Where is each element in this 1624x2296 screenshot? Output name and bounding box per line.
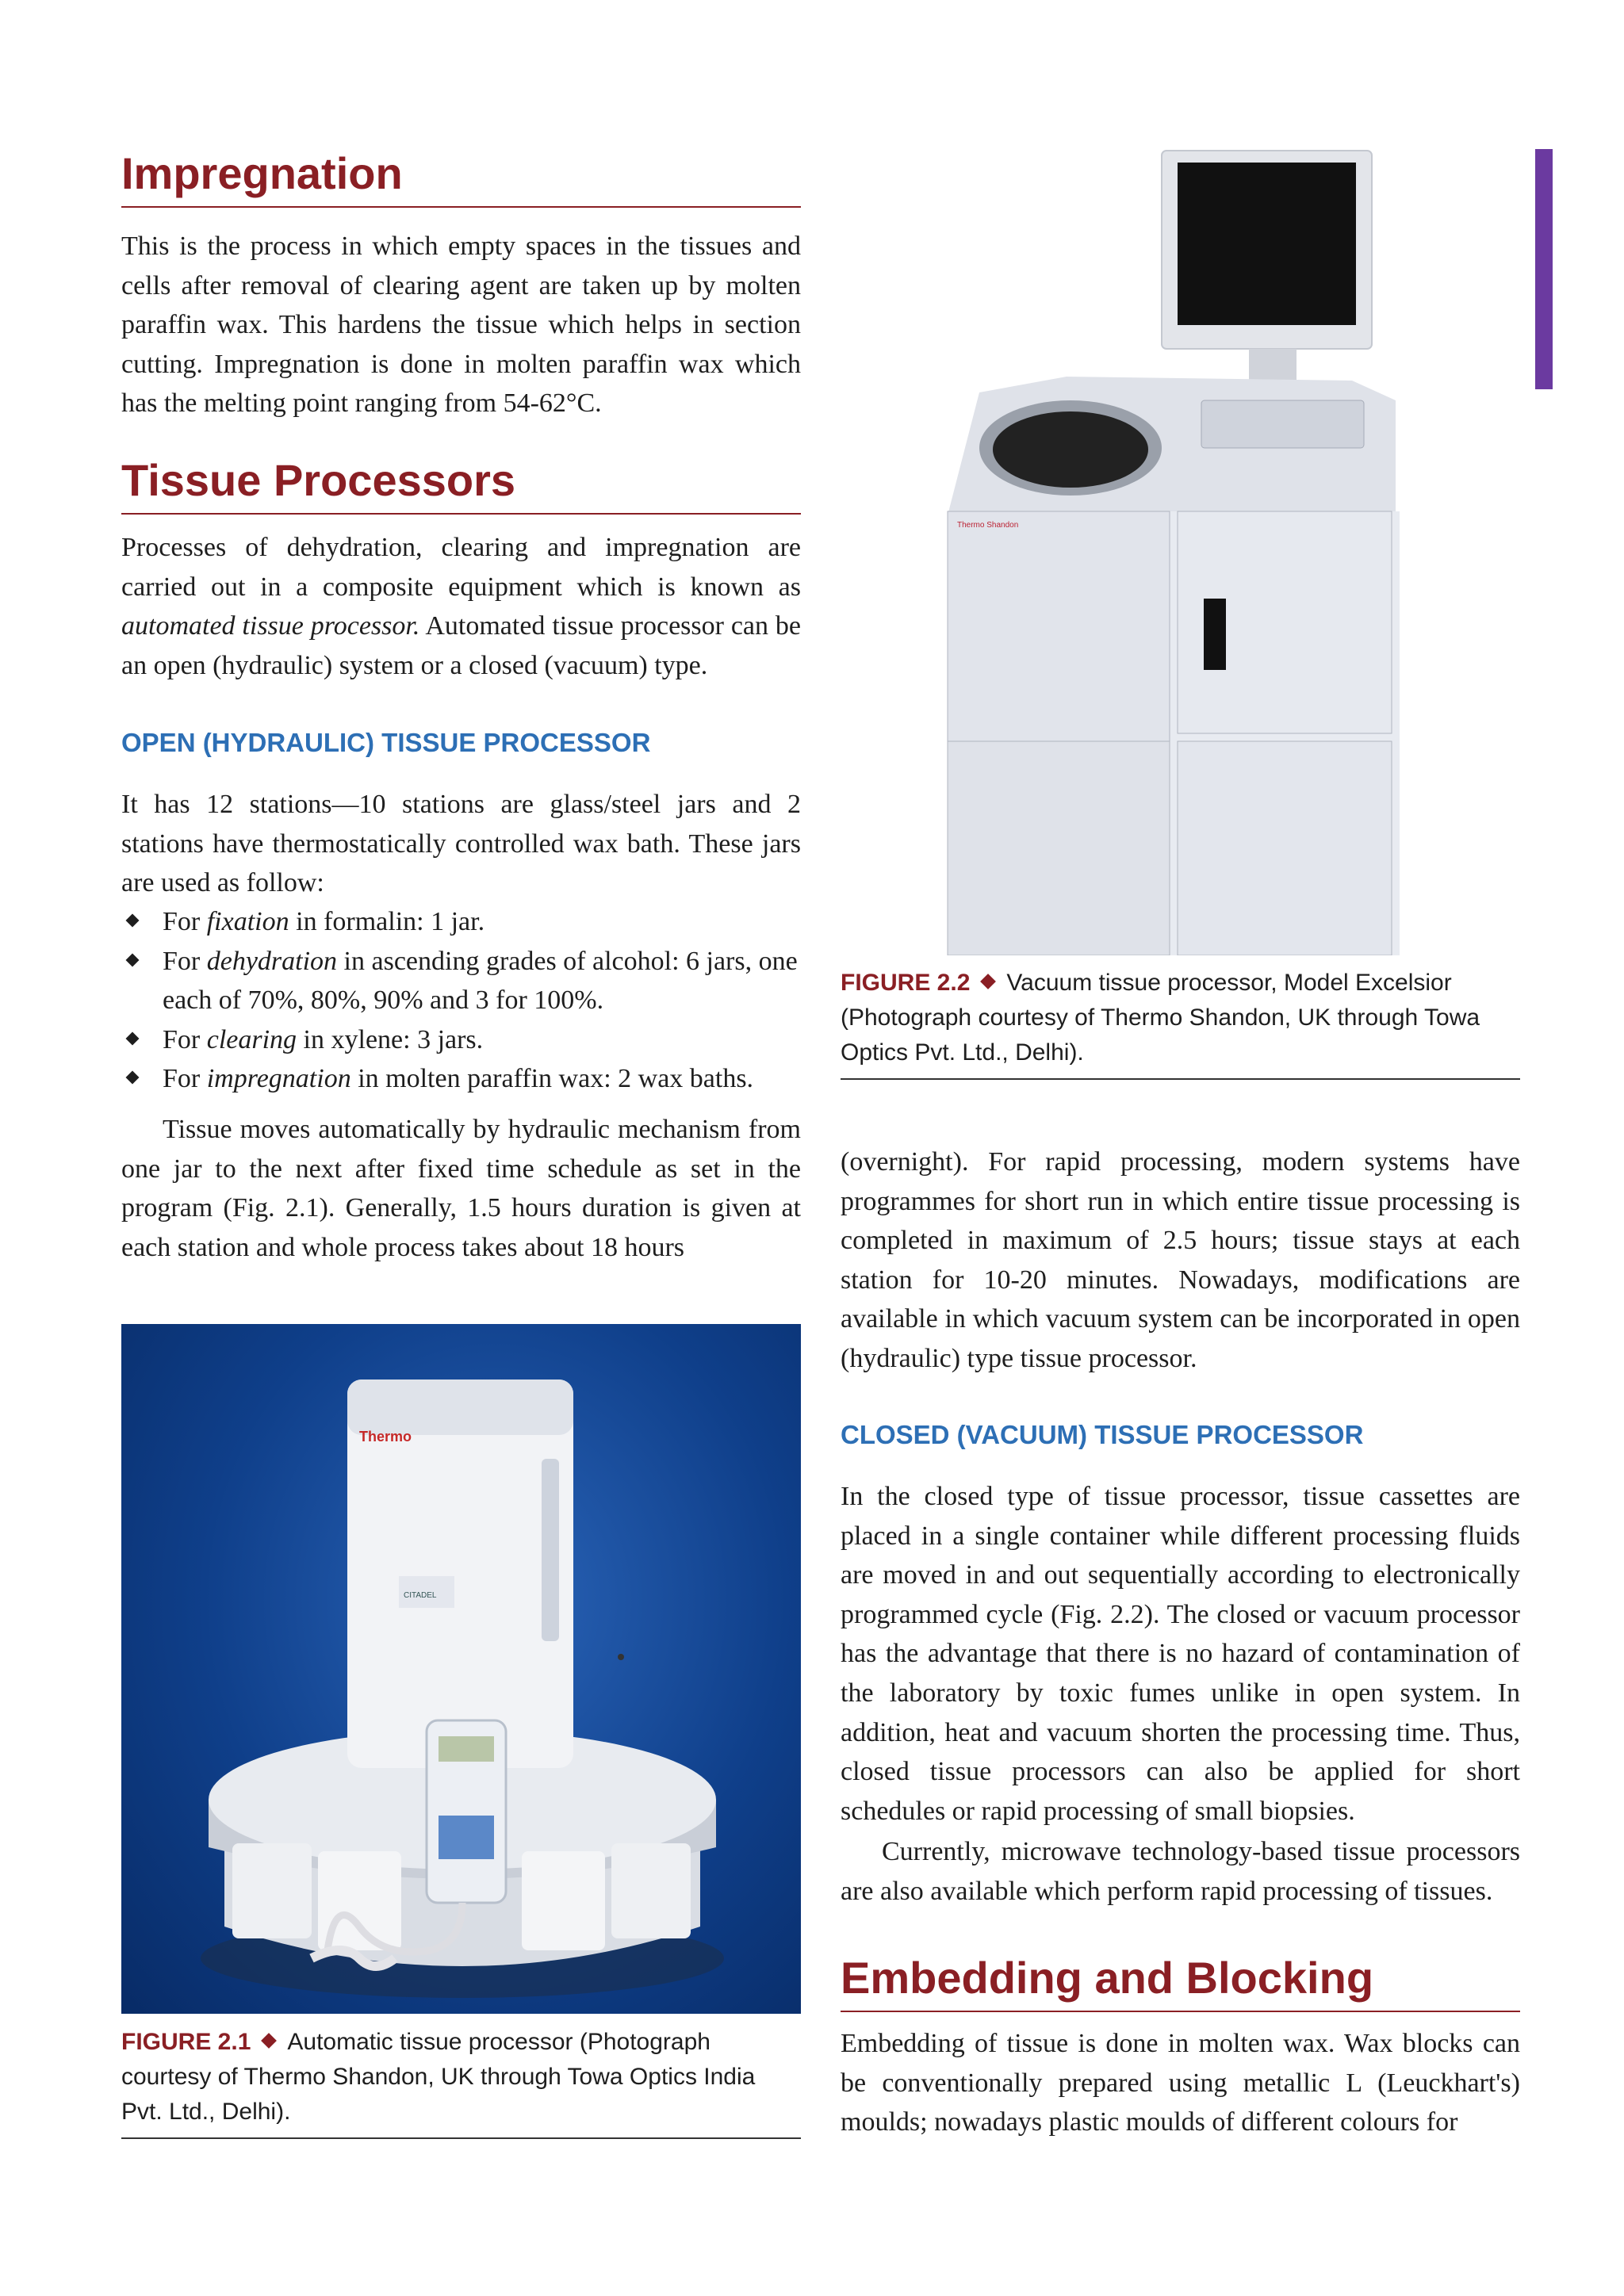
heading-embedding: Embedding and Blocking bbox=[841, 1952, 1520, 2012]
hydraulic-mechanism-paragraph: Tissue moves automatically by hydraulic mechanism from one jar to the next after fixed time schedule as set in the program (Fig. 2.1). Generally, 1.5 hours duration is given at each station and whole process takes about 18 hours bbox=[121, 1115, 801, 1262]
list-item: For fixation in formalin: 1 jar. bbox=[121, 902, 801, 942]
tp-text-2: Automated tissue processor can be an open (hydraulic) system or a closed (vacuum) type. bbox=[121, 611, 801, 680]
bullet-diamond-icon bbox=[126, 953, 140, 966]
figure-2-2-caption bbox=[841, 966, 1520, 1080]
embedding-paragraph: Embedding of tissue is done in molten wax. Wax blocks can be conventionally prepared using metallic L (Leuckhart's) moulds; nowadays plastic moulds of different colours for bbox=[841, 2029, 1520, 2137]
heading-closed-processor: CLOSED (VACUUM) TISSUE PROCESSOR bbox=[841, 1420, 1364, 1449]
diamond-icon bbox=[980, 974, 996, 989]
tissue-processors-paragraph bbox=[121, 528, 801, 685]
bullet-diamond-icon bbox=[126, 914, 140, 928]
diamond-icon bbox=[261, 2033, 277, 2049]
figure-2-1-caption-text: Automatic tissue processor (Photograph courtesy of Thermo Shandon, UK through Towa Optics India Pvt. Ltd., Delhi). bbox=[121, 2029, 756, 2125]
model-label: CITADEL bbox=[404, 1591, 437, 1600]
section-tab-marker bbox=[1535, 149, 1553, 389]
bullet-diamond-icon bbox=[126, 1071, 140, 1085]
open-processor-intro: It has 12 stations—10 stations are glass/steel jars and 2 stations have thermostatically controlled wax bath. These jars are used as follow: bbox=[121, 790, 801, 898]
heading-tissue-processors: Tissue Processors bbox=[121, 454, 801, 515]
figure-2-2-caption-text: Vacuum tissue processor, Model Excelsior (Photograph courtesy of Thermo Shandon, UK through Towa Optics Pvt. Ltd., Delhi). bbox=[841, 970, 1480, 1066]
bullet-diamond-icon bbox=[126, 1031, 140, 1045]
closed-processor-paragraph: In the closed type of tissue processor, tissue cassettes are placed in a single container while different processing fluids are moved in and out sequentially according to electronically programmed cycle (Fig. 2.2). The closed or vacuum processor has the advantage that there is no hazard of contamination of the laboratory by toxic fumes unlike in open system. In addition, heat and vacuum shorten the processing time. Thus, closed tissue processors can also be applied for short schedules or rapid processing of small biopsies. bbox=[841, 1482, 1520, 1826]
brand-label-2: Thermo Shandon bbox=[957, 521, 1019, 530]
figure-2-1-label: FIGURE 2.1 bbox=[121, 2029, 251, 2055]
heading-open-processor: OPEN (HYDRAULIC) TISSUE PROCESSOR bbox=[121, 728, 651, 757]
list-item: For clearing in xylene: 3 jars. bbox=[121, 1020, 801, 1060]
vacuum-tissue-processor-illustration bbox=[940, 139, 1419, 955]
heading-impregnation: Impregnation bbox=[121, 147, 801, 208]
brand-label: Thermo bbox=[359, 1429, 412, 1445]
tp-text-italic: automated tissue processor. bbox=[121, 611, 420, 641]
automatic-tissue-processor-illustration bbox=[121, 1324, 801, 2014]
figure-2-2-photo bbox=[940, 139, 1419, 955]
list-item: For dehydration in ascending grades of alcohol: 6 jars, one each of 70%, 80%, 90% and 3 for 100%. bbox=[121, 942, 801, 1020]
microwave-paragraph: Currently, microwave technology-based tissue processors are also available which perform rapid processing of tissues. bbox=[841, 1837, 1520, 1906]
list-item: For impregnation in molten paraffin wax: 2 wax baths. bbox=[121, 1059, 801, 1099]
rapid-processing-paragraph: (overnight). For rapid processing, modern systems have programmes for short run in which entire tissue processing is completed in maximum of 2.5 hours; tissue stays at each station for 10-20 minutes. Nowadays, modifications are available in which vacuum system can be incorporated in open (hydraulic) type tissue processor. bbox=[841, 1147, 1520, 1373]
figure-2-2-label: FIGURE 2.2 bbox=[841, 970, 971, 996]
figure-2-1-caption bbox=[121, 2025, 801, 2139]
figure-2-1-photo bbox=[121, 1324, 801, 2014]
tp-text-1: Processes of dehydration, clearing and impregnation are carried out in a composite equipment which is known as bbox=[121, 533, 801, 602]
jar-usage-list bbox=[121, 902, 801, 1099]
impregnation-paragraph: This is the process in which empty spaces in the tissues and cells after removal of clearing agent are taken up by molten paraffin wax. This hardens the tissue which helps in section cutting. Impregnation is done in molten paraffin wax which has the melting point ranging from 54-62°C. bbox=[121, 232, 801, 419]
